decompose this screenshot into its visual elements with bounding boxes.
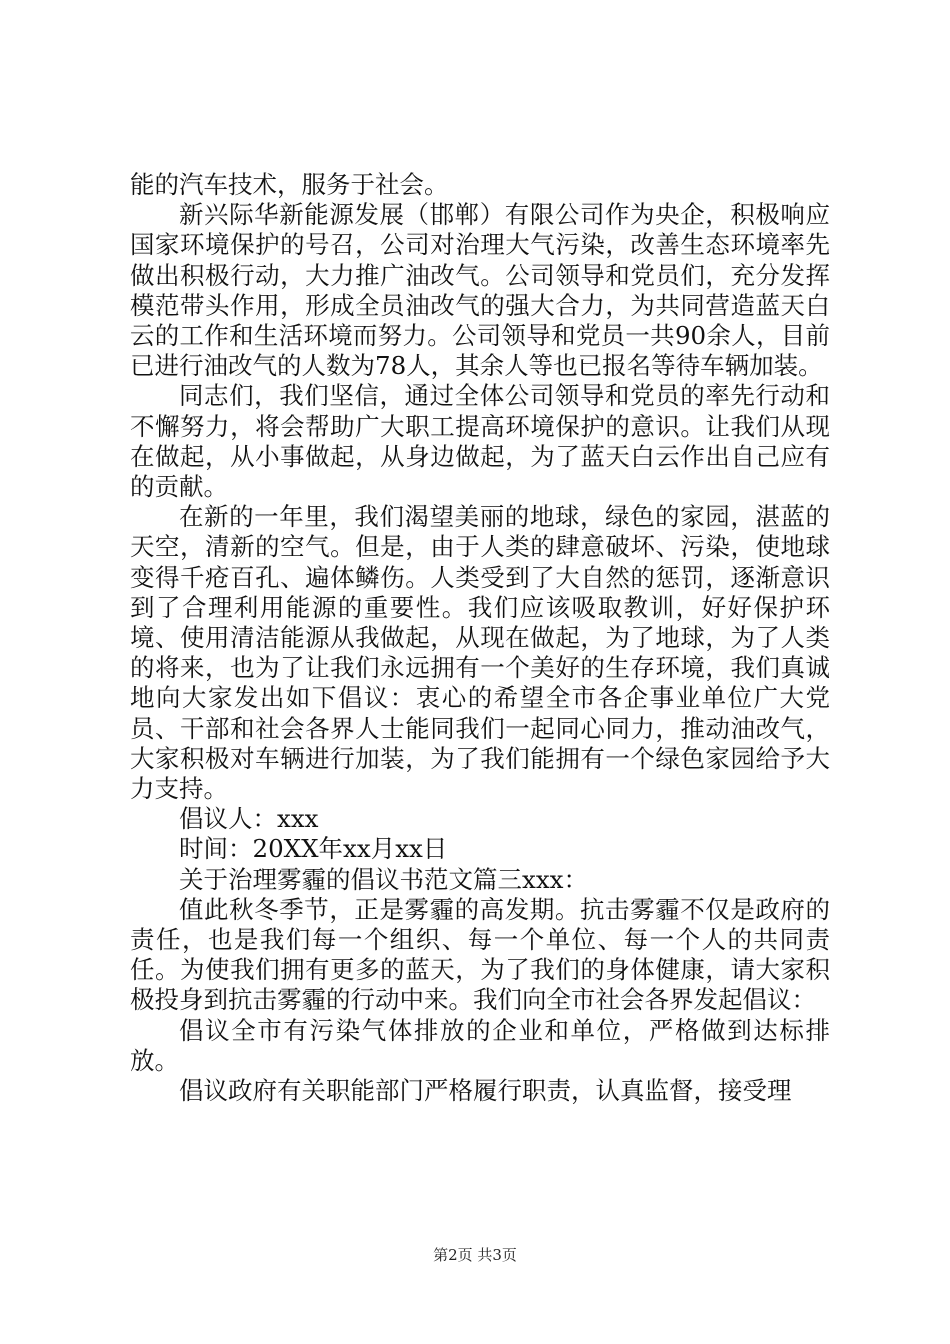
section-heading: 关于治理雾霾的倡议书范文篇三xxx： bbox=[179, 864, 588, 894]
paragraph-company-action: 新兴际华新能源发展（邯郸）有限公司作为央企，积极响应国家环境保护的号召，公司对治理大气污染，改善生态环境率先做出积极行动，大力推广油改气。公司领导和党员们，充分发挥模范带头作用，形成全员油改气的强大合力，为共同营造蓝天白云的工作和生活环境而努力。公司领导和党员一共90余人，目前已进行油改气的人数为78人，其余人等也已报名等待车辆加装。 bbox=[130, 200, 830, 381]
paragraph-smog-season: 值此秋冬季节，正是雾霾的高发期。抗击雾霾不仅是政府的责任，也是我们每一个组织、每一个单位、每一个人的共同责任。为使我们拥有更多的蓝天，为了我们的身体健康，请大家积极投身到抗击雾霾的行动中来。我们向全市社会各界发起倡议： bbox=[130, 894, 830, 1015]
paragraph-proposal-enterprises: 倡议全市有污染气体排放的企业和单位，严格做到达标排放。 bbox=[130, 1015, 830, 1075]
date-line: 时间：20XX年xx月xx日 bbox=[179, 834, 448, 864]
paragraph-proposal-government: 倡议政府有关职能部门严格履行职责，认真监督，接受理 bbox=[179, 1076, 792, 1106]
document-body bbox=[130, 170, 830, 1106]
paragraph-continuation: 能的汽车技术，服务于社会。 bbox=[130, 170, 449, 199]
paragraph-comrades: 同志们，我们坚信，通过全体公司领导和党员的率先行动和不懈努力，将会帮助广大职工提高环境保护的意识。让我们从现在做起，从小事做起，从身边做起，为了蓝天白云作出自己应有的贡献。 bbox=[130, 381, 830, 502]
paragraph-new-year-proposal: 在新的一年里，我们渴望美丽的地球，绿色的家园，湛蓝的天空，清新的空气。但是，由于人类的肆意破坏、污染，使地球变得千疮百孔、遍体鳞伤。人类受到了大自然的惩罚，逐渐意识到了合理利用能源的重要性。我们应该吸取教训，好好保护环境、使用清洁能源从我做起，从现在做起，为了地球，为了人类的将来，也为了让我们永远拥有一个美好的生存环境，我们真诚地向大家发出如下倡议：衷心的希望全市各企事业单位广大党员、干部和社会各界人士能同我们一起同心同力，推动油改气，大家积极对车辆进行加装，为了我们能拥有一个绿色家园给予大力支持。 bbox=[130, 502, 830, 804]
proposer-line: 倡议人：xxx bbox=[179, 804, 319, 834]
page-number-footer: 第2页 共3页 bbox=[433, 1246, 517, 1264]
